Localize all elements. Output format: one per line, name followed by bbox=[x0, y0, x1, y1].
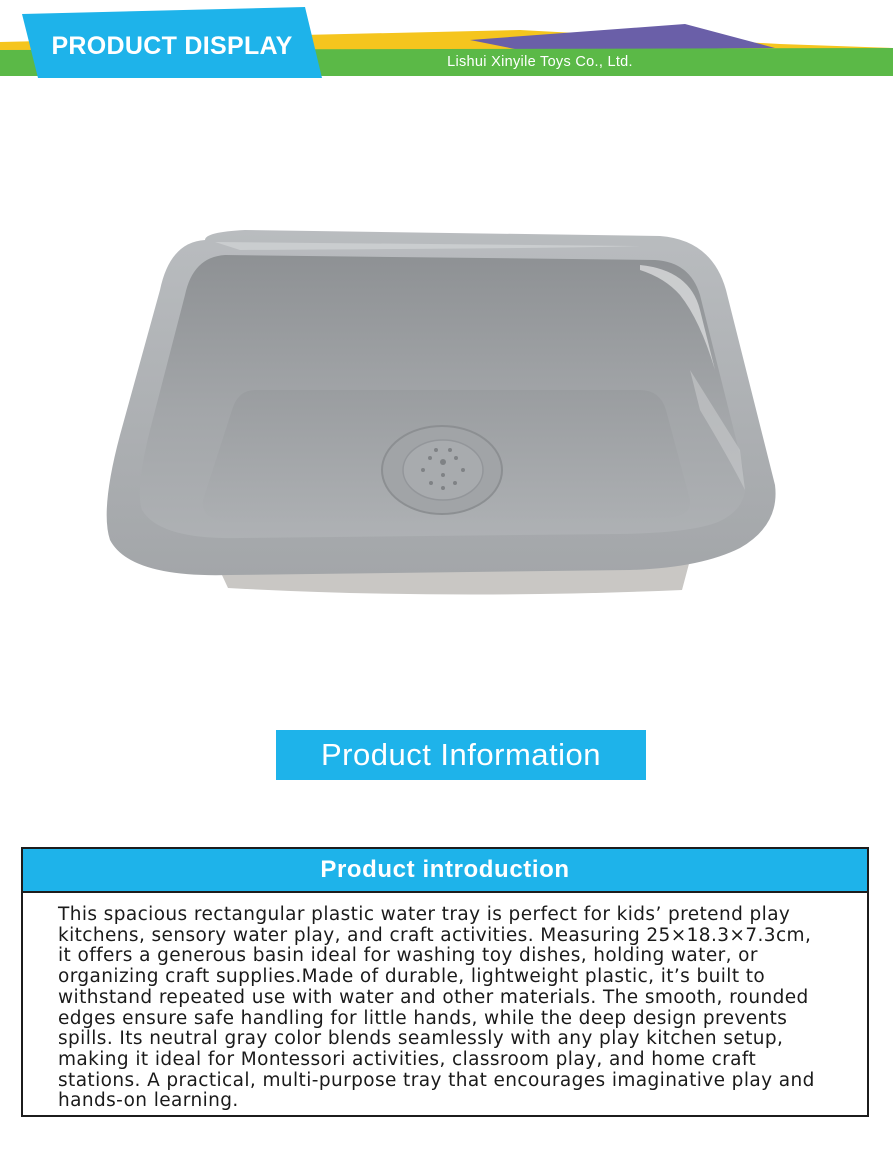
intro-line: kitchens, sensory water play, and craft activities. Measuring 25×18.3×7.3cm, bbox=[58, 924, 812, 946]
intro-line: making it ideal for Montessori activities, classroom play, and home craft bbox=[58, 1048, 757, 1070]
header-banner bbox=[0, 0, 895, 90]
intro-line: stations. A practical, multi-purpose tray that encourages imaginative play and bbox=[58, 1069, 815, 1091]
drain-icon bbox=[382, 426, 502, 514]
intro-line: This spacious rectangular plastic water tray is perfect for kids’ pretend play bbox=[58, 904, 791, 925]
company-name: Lishui Xinyile Toys Co., Ltd. bbox=[447, 54, 633, 70]
banner-title: PRODUCT DISPLAY bbox=[51, 31, 293, 60]
banner-purple-stripe bbox=[470, 24, 775, 50]
water-tray-image bbox=[0, 90, 895, 710]
intro-line: hands-on learning. bbox=[58, 1090, 239, 1112]
intro-line: edges ensure safe handling for little hands, while the deep design prevents bbox=[58, 1007, 788, 1029]
product-information-button[interactable]: Product Information bbox=[276, 730, 646, 780]
intro-line: it offers a generous basin ideal for washing toy dishes, holding water, or bbox=[58, 945, 758, 967]
intro-line: withstand repeated use with water and other materials. The smooth, rounded bbox=[58, 986, 809, 1008]
product-introduction-heading: Product introduction bbox=[23, 849, 867, 893]
product-introduction-text bbox=[58, 905, 837, 1112]
intro-line: spills. Its neutral gray color blends seamlessly with any play kitchen setup, bbox=[58, 1028, 784, 1050]
product-photo bbox=[0, 90, 895, 710]
product-introduction-panel bbox=[21, 847, 869, 1117]
intro-line: organizing craft supplies.Made of durable, lightweight plastic, it’s built to bbox=[58, 966, 766, 988]
